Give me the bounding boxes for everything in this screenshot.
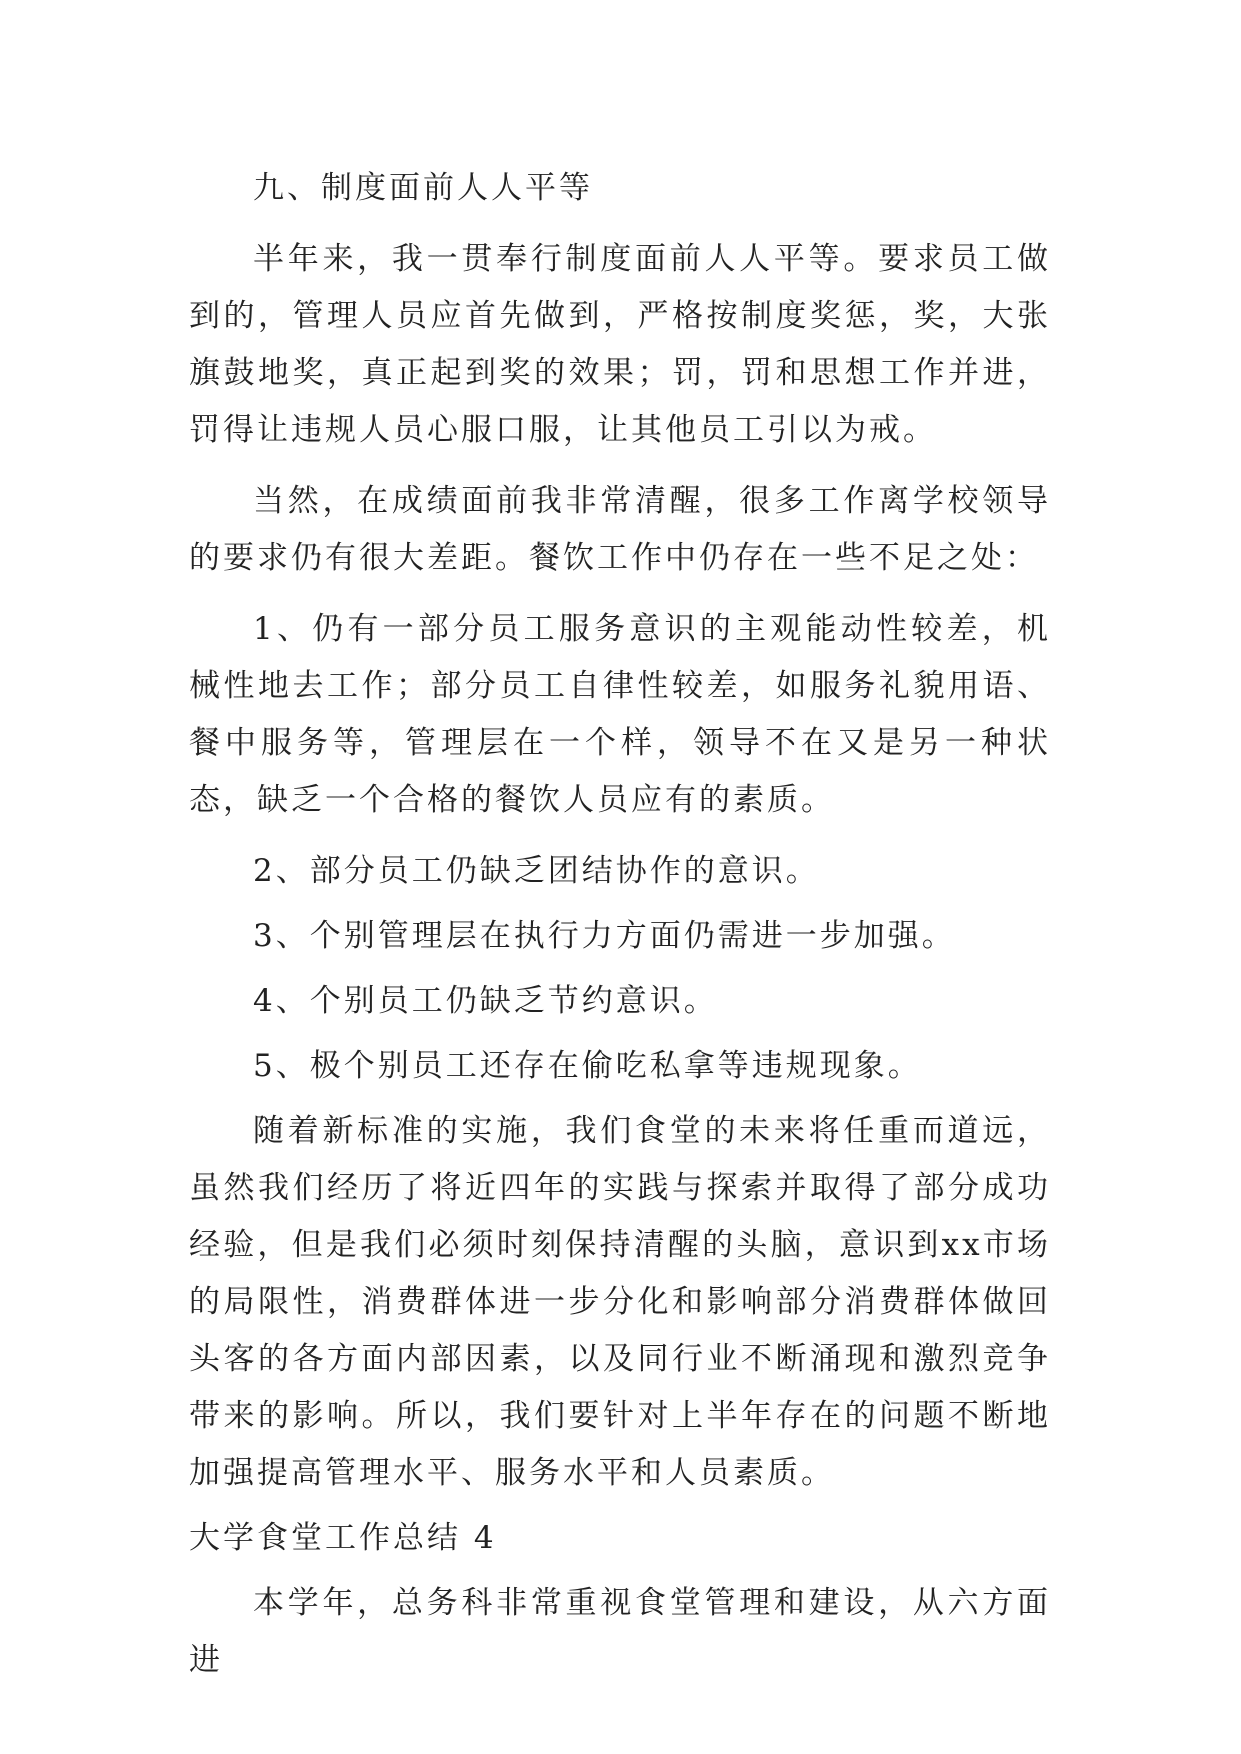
paragraph-shortcomings-intro: 当然，在成绩面前我非常清醒，很多工作离学校领导的要求仍有很大差距。餐饮工作中仍存在一些不足之处：	[189, 483, 1051, 576]
list-item-1: 1、仍有一部分员工服务意识的主观能动性较差，机械性地去工作；部分员工自律性较差，如服务礼貌用语、餐中服务等，管理层在一个样，领导不在又是另一种状态，缺乏一个合格的餐饮人员应有的素质。	[189, 611, 1051, 818]
section-heading: 九、制度面前人人平等	[253, 170, 593, 206]
document-body	[189, 160, 1051, 1703]
paragraph-outlook: 随着新标准的实施，我们食堂的未来将任重而道远，虽然我们经历了将近四年的实践与探索并取得了部分成功经验，但是我们必须时刻保持清醒的头脑，意识到xx市场的局限性，消费群体进一步分化和影响部分消费群体做回头客的各方面内部因素，以及同行业不断涌现和激烈竞争带来的影响。所以，我们要针对上半年存在的问题不断地加强提高管理水平、服务水平和人员素质。	[189, 1113, 1051, 1491]
list-item-4: 4、个别员工仍缺乏节约意识。	[253, 983, 718, 1019]
list-item-2: 2、部分员工仍缺乏团结协作的意识。	[253, 853, 820, 889]
list-item-3: 3、个别管理层在执行力方面仍需进一步加强。	[253, 918, 956, 954]
paragraph-equality: 半年来，我一贯奉行制度面前人人平等。要求员工做到的，管理人员应首先做到，严格按制度奖惩，奖，大张旗鼓地奖，真正起到奖的效果；罚，罚和思想工作并进，罚得让违规人员心服口服，让其他员工引以为戒。	[189, 241, 1051, 448]
next-section-title: 大学食堂工作总结 4	[189, 1520, 497, 1556]
list-item-5: 5、极个别员工还存在偷吃私拿等违规现象。	[253, 1048, 922, 1084]
next-section-paragraph: 本学年，总务科非常重视食堂管理和建设，从六方面进	[189, 1585, 1051, 1678]
